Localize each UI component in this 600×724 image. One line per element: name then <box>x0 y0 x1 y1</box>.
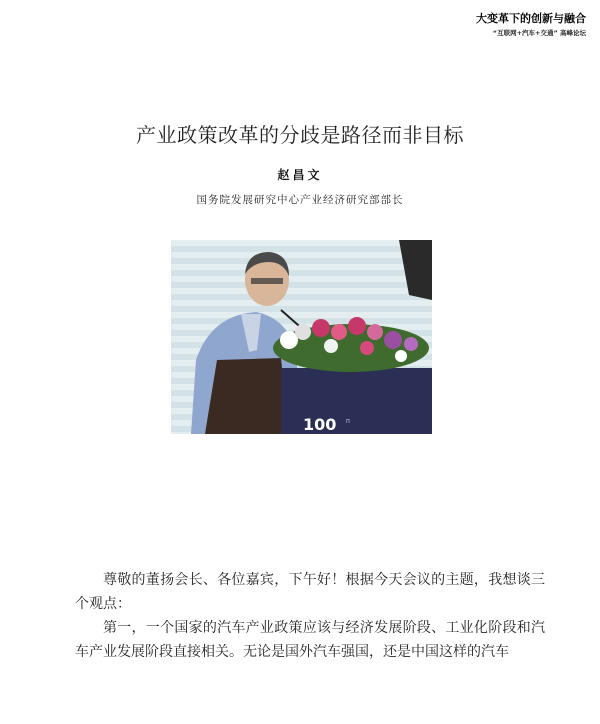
author-name: 赵昌文 <box>277 168 323 182</box>
paragraph-1: 尊敬的董扬会长、各位嘉宾，下午好！根据今天会议的主题，我想谈三个观点： <box>75 572 545 612</box>
article-title: 产业政策改革的分歧是路径而非目标 <box>136 123 464 147</box>
svg-text:Π: Π <box>346 419 350 425</box>
running-header-subtitle: “互联网+汽车+交通” 高峰论坛 <box>492 29 586 37</box>
running-header-title: 大变革下的创新与融合 <box>476 12 586 25</box>
speaker-at-podium-photo <box>171 240 432 434</box>
speaker-photo <box>171 240 432 434</box>
author-affiliation: 国务院发展研究中心产业经济研究部部长 <box>196 194 404 206</box>
podium-logo-text: 100 <box>303 415 337 434</box>
running-header <box>476 10 586 37</box>
paragraph-2: 第一，一个国家的汽车产业政策应该与经济发展阶段、工业化阶段和汽车产业发展阶段直接相关。无论是国外汽车强国，还是中国这样的汽车 <box>75 620 545 660</box>
